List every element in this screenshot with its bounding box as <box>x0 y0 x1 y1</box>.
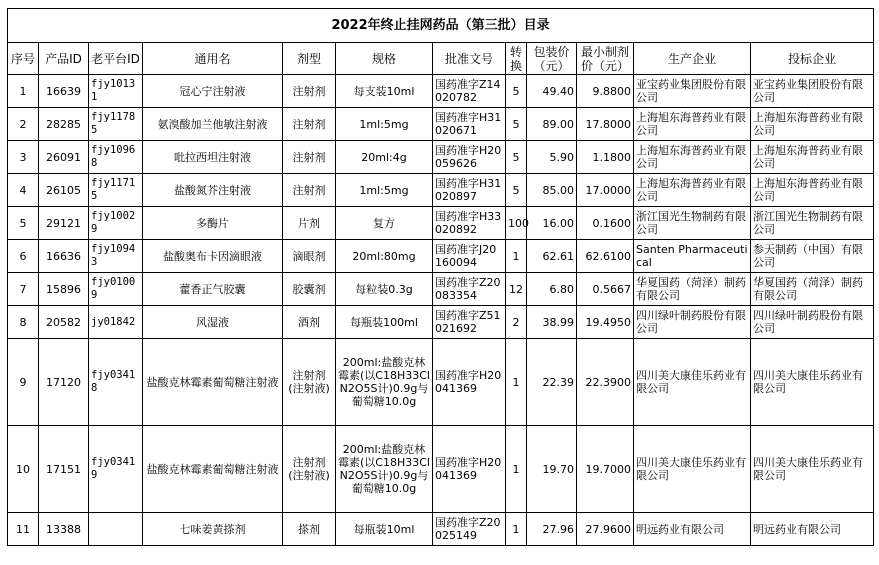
manufacturer-cell: 四川绿叶制药股份有限公司 <box>634 306 751 339</box>
manufacturer-cell: 四川美大康佳乐药业有限公司 <box>634 339 751 426</box>
approval-number-cell: 国药准字Z20025149 <box>433 513 506 546</box>
table-row <box>8 108 874 141</box>
conversion-cell: 5 <box>506 75 527 108</box>
conversion-cell: 1 <box>506 240 527 273</box>
header-bidding-company: 投标企业 <box>751 43 874 75</box>
dosage-form-cell: 滴眼剂 <box>283 240 336 273</box>
header-dosage-form: 剂型 <box>283 43 336 75</box>
dosage-form-cell: 胶囊剂 <box>283 273 336 306</box>
old-platform-id-cell: jy01842 <box>89 306 143 339</box>
specification-cell: 复方 <box>336 207 433 240</box>
product-id-cell: 15896 <box>39 273 89 306</box>
package-price-cell: 19.70 <box>527 426 577 513</box>
product-id-cell: 17120 <box>39 339 89 426</box>
header-conversion: 转换 <box>506 43 527 75</box>
conversion-cell: 1 <box>506 339 527 426</box>
seq-cell: 8 <box>8 306 39 339</box>
min-unit-price-cell: 22.3900 <box>577 339 634 426</box>
specification-cell: 20ml:80mg <box>336 240 433 273</box>
header-seq: 序号 <box>8 43 39 75</box>
package-price-cell: 62.61 <box>527 240 577 273</box>
seq-cell: 1 <box>8 75 39 108</box>
min-unit-price-cell: 0.1600 <box>577 207 634 240</box>
header-specification: 规格 <box>336 43 433 75</box>
old-platform-id-cell: fjy01009 <box>89 273 143 306</box>
package-price-cell: 5.90 <box>527 141 577 174</box>
product-id-cell: 17151 <box>39 426 89 513</box>
min-unit-price-cell: 27.9600 <box>577 513 634 546</box>
bidding-company-cell: 明远药业有限公司 <box>751 513 874 546</box>
seq-cell: 4 <box>8 174 39 207</box>
seq-cell: 3 <box>8 141 39 174</box>
product-id-cell: 28285 <box>39 108 89 141</box>
seq-cell: 10 <box>8 426 39 513</box>
product-id-cell: 29121 <box>39 207 89 240</box>
header-old-platform-id: 老平台ID <box>89 43 143 75</box>
generic-name-cell: 盐酸氮芥注射液 <box>143 174 283 207</box>
approval-number-cell: 国药准字Z20083354 <box>433 273 506 306</box>
old-platform-id-cell: fjy10029 <box>89 207 143 240</box>
manufacturer-cell: 四川美大康佳乐药业有限公司 <box>634 426 751 513</box>
conversion-cell: 2 <box>506 306 527 339</box>
product-id-cell: 26105 <box>39 174 89 207</box>
conversion-cell: 5 <box>506 108 527 141</box>
specification-cell: 每粒装0.3g <box>336 273 433 306</box>
bidding-company-cell: 四川美大康佳乐药业有限公司 <box>751 339 874 426</box>
dosage-form-cell: 注射剂(注射液) <box>283 426 336 513</box>
package-price-cell: 38.99 <box>527 306 577 339</box>
product-id-cell: 16636 <box>39 240 89 273</box>
specification-cell: 1ml:5mg <box>336 174 433 207</box>
old-platform-id-cell: fjy10943 <box>89 240 143 273</box>
product-id-cell: 20582 <box>39 306 89 339</box>
approval-number-cell: 国药准字J20160094 <box>433 240 506 273</box>
table-row <box>8 426 874 513</box>
specification-cell: 20ml:4g <box>336 141 433 174</box>
dosage-form-cell: 注射剂 <box>283 108 336 141</box>
package-price-cell: 85.00 <box>527 174 577 207</box>
approval-number-cell: 国药准字Z51021692 <box>433 306 506 339</box>
table-row <box>8 306 874 339</box>
seq-cell: 9 <box>8 339 39 426</box>
old-platform-id-cell: fjy10968 <box>89 141 143 174</box>
dosage-form-cell: 注射剂 <box>283 141 336 174</box>
manufacturer-cell: 亚宝药业集团股份有限公司 <box>634 75 751 108</box>
bidding-company-cell: 四川绿叶制药股份有限公司 <box>751 306 874 339</box>
generic-name-cell: 氨溴酸加兰他敏注射液 <box>143 108 283 141</box>
approval-number-cell: 国药准字H20059626 <box>433 141 506 174</box>
old-platform-id-cell: fjy03419 <box>89 426 143 513</box>
generic-name-cell: 盐酸克林霉素葡萄糖注射液 <box>143 339 283 426</box>
specification-cell: 200ml:盐酸克林霉素(以C18H33ClN2O5S计)0.9g与葡萄糖10.0g <box>336 426 433 513</box>
min-unit-price-cell: 1.1800 <box>577 141 634 174</box>
generic-name-cell: 盐酸克林霉素葡萄糖注射液 <box>143 426 283 513</box>
old-platform-id-cell: fjy03418 <box>89 339 143 426</box>
dosage-form-cell: 片剂 <box>283 207 336 240</box>
manufacturer-cell: 明远药业有限公司 <box>634 513 751 546</box>
seq-cell: 5 <box>8 207 39 240</box>
manufacturer-cell: Santen Pharmaceutical <box>634 240 751 273</box>
generic-name-cell: 吡拉西坦注射液 <box>143 141 283 174</box>
seq-cell: 2 <box>8 108 39 141</box>
specification-cell: 1ml:5mg <box>336 108 433 141</box>
conversion-cell: 1 <box>506 513 527 546</box>
min-unit-price-cell: 17.0000 <box>577 174 634 207</box>
header-approval-number: 批准文号 <box>433 43 506 75</box>
dosage-form-cell: 注射剂 <box>283 75 336 108</box>
generic-name-cell: 冠心宁注射液 <box>143 75 283 108</box>
package-price-cell: 27.96 <box>527 513 577 546</box>
package-price-cell: 6.80 <box>527 273 577 306</box>
table-row <box>8 207 874 240</box>
table-row <box>8 240 874 273</box>
package-price-cell: 16.00 <box>527 207 577 240</box>
old-platform-id-cell: fjy11785 <box>89 108 143 141</box>
manufacturer-cell: 华夏国药（菏泽）制药有限公司 <box>634 273 751 306</box>
conversion-cell: 1 <box>506 426 527 513</box>
approval-number-cell: 国药准字H20041369 <box>433 426 506 513</box>
min-unit-price-cell: 17.8000 <box>577 108 634 141</box>
bidding-company-cell: 亚宝药业集团股份有限公司 <box>751 75 874 108</box>
header-manufacturer: 生产企业 <box>634 43 751 75</box>
table-row <box>8 513 874 546</box>
specification-cell: 每瓶装10ml <box>336 513 433 546</box>
table-title: 2022年终止挂网药品（第三批）目录 <box>8 9 874 43</box>
conversion-cell: 5 <box>506 174 527 207</box>
approval-number-cell: 国药准字Z14020782 <box>433 75 506 108</box>
conversion-cell: 12 <box>506 273 527 306</box>
seq-cell: 6 <box>8 240 39 273</box>
table-row <box>8 339 874 426</box>
bidding-company-cell: 浙江国光生物制药有限公司 <box>751 207 874 240</box>
generic-name-cell: 多酶片 <box>143 207 283 240</box>
product-id-cell: 26091 <box>39 141 89 174</box>
bidding-company-cell: 上海旭东海普药业有限公司 <box>751 108 874 141</box>
package-price-cell: 49.40 <box>527 75 577 108</box>
approval-number-cell: 国药准字H31020671 <box>433 108 506 141</box>
generic-name-cell: 风湿液 <box>143 306 283 339</box>
specification-cell: 每支装10ml <box>336 75 433 108</box>
manufacturer-cell: 浙江国光生物制药有限公司 <box>634 207 751 240</box>
package-price-cell: 89.00 <box>527 108 577 141</box>
old-platform-id-cell: fjy11715 <box>89 174 143 207</box>
min-unit-price-cell: 19.7000 <box>577 426 634 513</box>
package-price-cell: 22.39 <box>527 339 577 426</box>
dosage-form-cell: 酒剂 <box>283 306 336 339</box>
bidding-company-cell: 华夏国药（菏泽）制药有限公司 <box>751 273 874 306</box>
dosage-form-cell: 注射剂 <box>283 174 336 207</box>
bidding-company-cell: 上海旭东海普药业有限公司 <box>751 141 874 174</box>
min-unit-price-cell: 9.8800 <box>577 75 634 108</box>
table-row <box>8 273 874 306</box>
drug-catalog-table <box>7 8 874 546</box>
min-unit-price-cell: 0.5667 <box>577 273 634 306</box>
generic-name-cell: 藿香正气胶囊 <box>143 273 283 306</box>
conversion-cell: 100 <box>506 207 527 240</box>
seq-cell: 7 <box>8 273 39 306</box>
specification-cell: 每瓶装100ml <box>336 306 433 339</box>
table-row <box>8 75 874 108</box>
bidding-company-cell: 参天制药（中国）有限公司 <box>751 240 874 273</box>
bidding-company-cell: 上海旭东海普药业有限公司 <box>751 174 874 207</box>
generic-name-cell: 七味姜黄搽剂 <box>143 513 283 546</box>
product-id-cell: 13388 <box>39 513 89 546</box>
approval-number-cell: 国药准字H31020897 <box>433 174 506 207</box>
old-platform-id-cell: fjy10131 <box>89 75 143 108</box>
dosage-form-cell: 搽剂 <box>283 513 336 546</box>
table-row <box>8 174 874 207</box>
table-row <box>8 141 874 174</box>
header-row <box>8 43 874 75</box>
drug-catalog-sheet <box>7 8 873 546</box>
header-min-unit-price: 最小制剂价（元） <box>577 43 634 75</box>
bidding-company-cell: 四川美大康佳乐药业有限公司 <box>751 426 874 513</box>
specification-cell: 200ml:盐酸克林霉素(以C18H33ClN2O5S计)0.9g与葡萄糖10.0g <box>336 339 433 426</box>
old-platform-id-cell <box>89 513 143 546</box>
approval-number-cell: 国药准字H20041369 <box>433 339 506 426</box>
seq-cell: 11 <box>8 513 39 546</box>
manufacturer-cell: 上海旭东海普药业有限公司 <box>634 141 751 174</box>
min-unit-price-cell: 62.6100 <box>577 240 634 273</box>
header-package-price: 包装价（元） <box>527 43 577 75</box>
manufacturer-cell: 上海旭东海普药业有限公司 <box>634 108 751 141</box>
dosage-form-cell: 注射剂(注射液) <box>283 339 336 426</box>
conversion-cell: 5 <box>506 141 527 174</box>
min-unit-price-cell: 19.4950 <box>577 306 634 339</box>
header-generic-name: 通用名 <box>143 43 283 75</box>
generic-name-cell: 盐酸奥布卡因滴眼液 <box>143 240 283 273</box>
header-product-id: 产品ID <box>39 43 89 75</box>
approval-number-cell: 国药准字H33020892 <box>433 207 506 240</box>
product-id-cell: 16639 <box>39 75 89 108</box>
manufacturer-cell: 上海旭东海普药业有限公司 <box>634 174 751 207</box>
